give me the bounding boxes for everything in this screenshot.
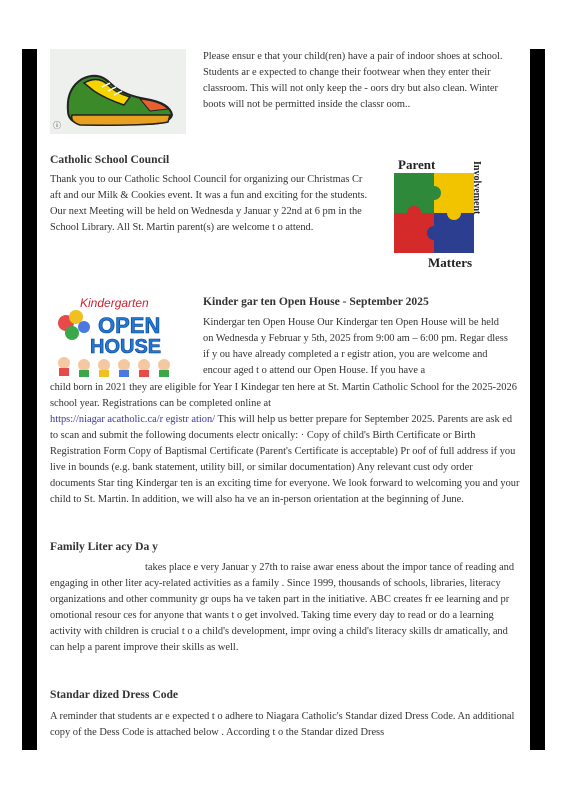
open-house-intro: Kindergar ten Open House Our Kindergar ten Open House will be held on Wednesda y Februar y 5th, 2025 from 9:00 am – 6:00 pm. Regar dless if y ou have already completed a r egistr ation, you are welcome and encour aged t o attend our Open House. If you have a (203, 317, 508, 376)
council-text: Thank you to our Catholic School Council for organizing our Christmas Cr aft and our Milk & Cookies event. It was a fun and exciting for the students. Our next Meeting will be held on Wednesda y Januar y 22nd at 6 pm in the School Library. All St. Martin parent(s) are welcome t o attend. (50, 174, 368, 233)
open-house-heading: Kinder gar ten Open House - September 2025 (203, 295, 429, 308)
open-house-details: This will help us better prepare for September 2025. Parents are ask ed to scan and submit the following documents electr onically: · Copy of child's Birth Certificate or Birth Registration Form Copy of Baptismal Certificate (Parent's Certificate is acceptable) Pr oof of full address if you live in bounds (e.g. bank statement, utility bill, or similar documentation) Any relevant cust ody order documents Star ting Kindergar ten is an exciting time for everyone. We look forward to welcoming you and your child to St. Martin. In addition, we will also ha ve an in-person orientation at the beginning of June. (50, 414, 520, 505)
svg-text:Matters: Matters (428, 255, 473, 270)
svg-text:OPEN: OPEN (98, 313, 161, 338)
kindergarten-open-house-graphic (50, 293, 180, 377)
open-house-body: child born in 2021 they are eligible for Year I Kindegar ten here at St. Martin Catholic School for the 2025-2026 school year. Registrations can be completed online at (50, 382, 517, 409)
svg-text:Parent: Parent (398, 157, 436, 172)
literacy-text: takes place e very Januar y 27th to raise awar eness about the impor tance of reading and engaging in other liter acy-related activities as a family . Since 1999, thousands of schools, libraries, literacy organizations and other community gr oups ha ve taken part in the initiative. ABC creates fr ee learning and pr omotional resour ces for anyone that wants t o get involved. Taking time every day to read or do a learning activity with children is crucial t o a child's development, impr oving a child's literacy skills dr amatically, and can help a parent improve their skills as well. (50, 562, 515, 653)
open-house-text (50, 380, 520, 508)
svg-text:Involvement: Involvement (471, 161, 482, 215)
page-edge-left (22, 49, 37, 750)
indoor-shoes-text: Please ensur e that your child(ren) have a pair of indoor shoes at school. Students ar e expected to change their footwear when they enter their classroom. This will not only keep the - oors dry but also clean. Winter boots will not be permitted inside the classr oom.. (203, 51, 503, 110)
dress-code-text: A reminder that students ar e expected t o adhere to Niagara Catholic's Standar dized Dress Code. An additional copy of the Dess Code is attached below . According t o the Standar dized Dress (50, 711, 515, 738)
copyright-icon: ⓘ (53, 121, 61, 130)
sneaker-illustration (50, 49, 186, 134)
council-heading: Catholic School Council (50, 153, 170, 166)
svg-text:Kindergarten: Kindergarten (80, 296, 149, 310)
page-edge-right (530, 49, 545, 750)
parent-involvement-puzzle-logo (378, 153, 512, 274)
literacy-heading: Family Liter acy Da y (50, 540, 158, 553)
dress-code-heading: Standar dized Dress Code (50, 688, 179, 701)
svg-text:HOUSE: HOUSE (90, 336, 162, 358)
registration-link[interactable]: https://niagar acatholic.ca/r egistr ation/ (50, 414, 216, 425)
